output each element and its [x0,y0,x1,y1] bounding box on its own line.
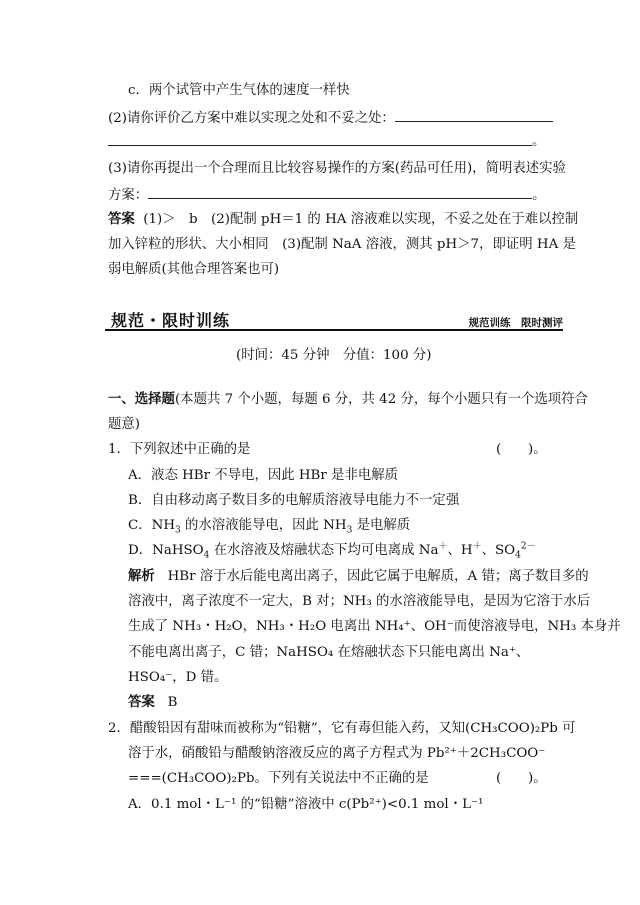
answer-line-2: 加入锌粒的形状、大小相同 (3)配制 NaA 溶液，测其 pH＞7，即证明 HA 是 [108,237,576,252]
q2-line-2: 溶于水，硝酸铅与醋酸钠溶液反应的离子方程式为 Pb²⁺＋2CH₃COO⁻ [128,746,546,761]
q1-explanation-line-1: 解析 HBr 溶于水后能电离出离子，因此它属于电解质，A 错；离子数目多的 [128,569,589,584]
answer-line-3: 弱电解质(其他合理答案也可) [108,262,280,277]
section-1-heading-cont: 题意) [108,417,141,432]
answer-blank [148,185,532,199]
question-2-prompt: (2)请你评价乙方案中难以实现之处和不妥之处： [108,108,553,128]
section-1-heading: 一、选择题(本题共 7 个小题，每题 6 分，共 42 分，每个小题只有一个选项符合 [108,392,588,407]
answer-line-1: 答案 (1)＞ b (2)配制 pH＝1 的 HA 溶液难以实现，不妥之处在于难以控制 [108,212,579,227]
answer-blank [395,108,553,122]
period: 。 [532,134,546,149]
option-c: c．两个试管中产生气体的速度一样快 [128,83,350,98]
q2-line-1: 2．醋酸铅因有甜味而被称为“铅糖”，它有毒但能入药，又知(CH₃COO)₂Pb 可 [108,721,576,736]
q1-option-a: A．液态 HBr 不导电，因此 HBr 是非电解质 [128,468,399,483]
q2-option-a: A．0.1 mol・L⁻¹ 的“铅糖”溶液中 c(Pb²⁺)<0.1 mol・L⁻¹ [128,797,484,812]
q1-explanation-line-2: 溶液中，离子浓度不一定大，B 对；NH₃ 的水溶液能导电，是因为它溶于水后 [128,594,591,609]
q1-answer-paren: ( )。 [496,442,547,457]
time-score: (时间：45 分钟 分值：100 分) [236,348,432,363]
q1-option-b: B．自由移动离子数目多的电解质溶液导电能力不一定强 [128,493,460,508]
banner-subtitle: 规范训练 限时测评 [468,317,563,329]
q1-option-d: D．NaHSO$_4$ 在水溶液及熔融状态下均可电离成 Na＋、H＋、$SO_4^{2-}$ [128,541,536,561]
q1-explanation-line-3: 生成了 NH₃・H₂O，NH₃・H₂O 电离出 NH₄⁺、OH⁻而使溶液导电，NH₃ 本身并 [128,619,621,634]
section-banner [105,307,563,331]
q1-option-c: C．$NH_3$ 的水溶液能导电，因此 $NH_3$ 是电解质 [128,518,411,536]
q2-line-3: ===(CH₃COO)₂Pb。下列有关说法中不正确的是 [128,771,429,786]
banner-title: 规范・限时训练 [111,311,231,330]
q1-stem: 1．下列叙述中正确的是 [108,442,251,457]
question-3-line-1: (3)请你再提出一个合理而且比较容易操作的方案(药品可任用)，简明表述实验 [108,161,566,176]
q1-answer: 答案 B [128,695,178,710]
banner-rule [105,329,563,331]
q1-explanation-line-4: 不能电离出离子，C 错；NaHSO₄ 在熔融状态下只能电离出 Na⁺、 [128,645,530,660]
question-3-line-2: 方案： 。 [108,185,546,205]
answer-blank-line [108,145,532,146]
q2-answer-paren: ( )。 [496,771,547,786]
q1-explanation-line-5: HSO₄⁻，D 错。 [128,670,228,685]
